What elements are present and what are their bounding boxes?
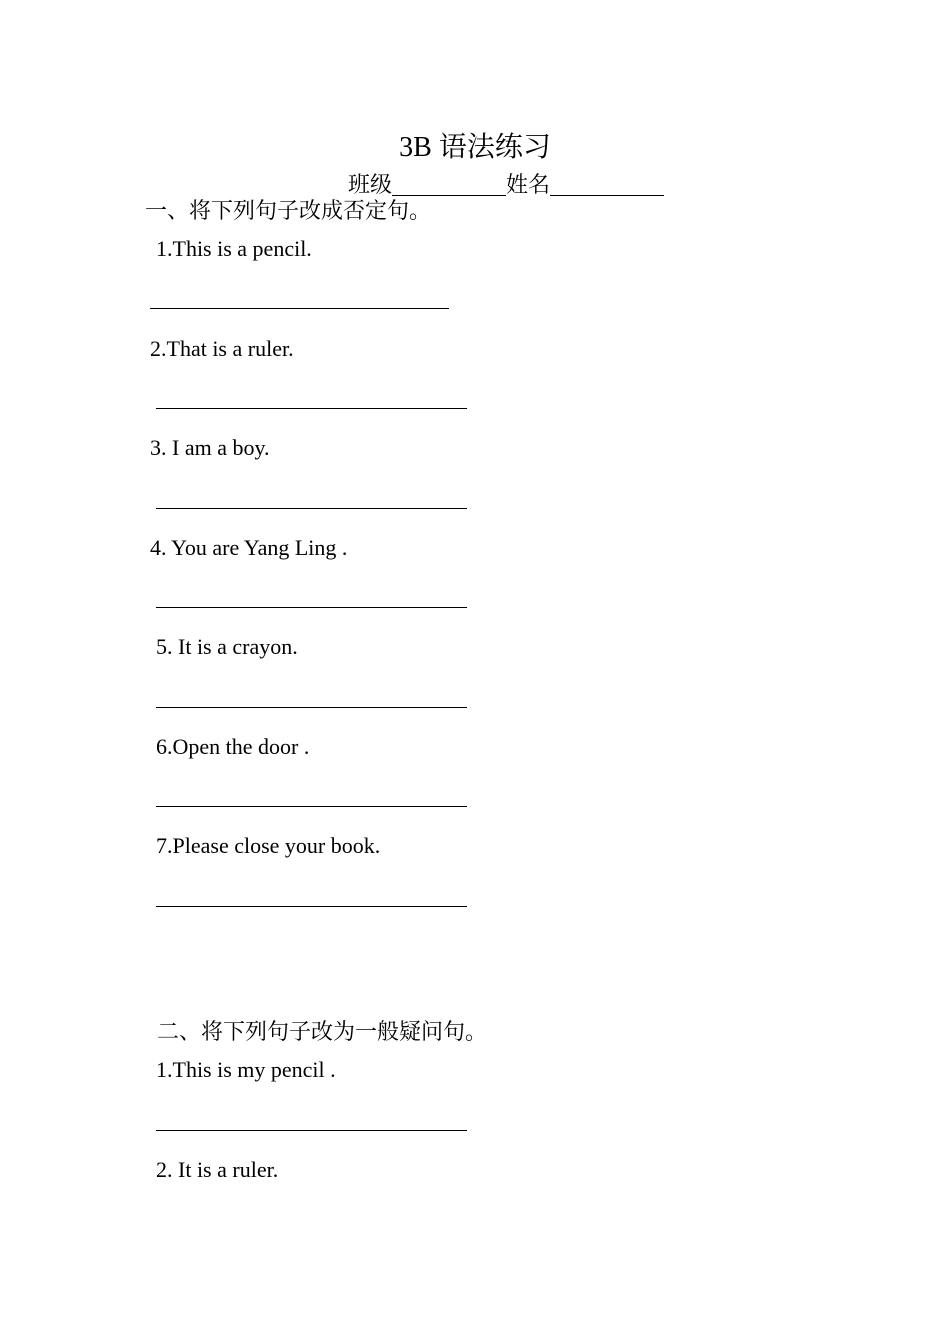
section-2-question-2: 2. It is a ruler. (156, 1157, 279, 1182)
answer-line-1-6[interactable] (156, 806, 467, 807)
name-blank[interactable] (550, 173, 664, 196)
section-1-question-5: 5. It is a crayon. (156, 634, 298, 659)
answer-line-1-3[interactable] (156, 508, 467, 509)
section-1-question-1: 1.This is a pencil. (156, 236, 312, 261)
student-info-row (348, 173, 664, 196)
section-1-question-6: 6.Open the door . (156, 734, 310, 759)
answer-line-1-7[interactable] (156, 906, 467, 907)
class-label: 班级 (348, 172, 393, 197)
answer-line-1-2[interactable] (156, 408, 467, 409)
section-1-question-3: 3. I am a boy. (150, 435, 270, 460)
answer-line-1-5[interactable] (156, 707, 467, 708)
section-1-question-4: 4. You are Yang Ling . (150, 535, 348, 560)
answer-line-2-1[interactable] (156, 1130, 467, 1131)
answer-line-1-1[interactable] (150, 308, 449, 309)
section-1-question-2: 2.That is a ruler. (150, 336, 294, 361)
section-2-heading: 二、将下列句子改为一般疑问句。 (157, 1019, 488, 1044)
answer-line-1-4[interactable] (156, 607, 467, 608)
class-blank[interactable] (392, 173, 506, 196)
page-title: 3B 语法练习 (399, 132, 551, 163)
section-1-question-7: 7.Please close your book. (156, 833, 381, 858)
name-label: 姓名 (506, 172, 551, 197)
section-1-heading: 一、将下列句子改成否定句。 (145, 198, 432, 223)
section-2-question-1: 1.This is my pencil . (156, 1057, 336, 1082)
